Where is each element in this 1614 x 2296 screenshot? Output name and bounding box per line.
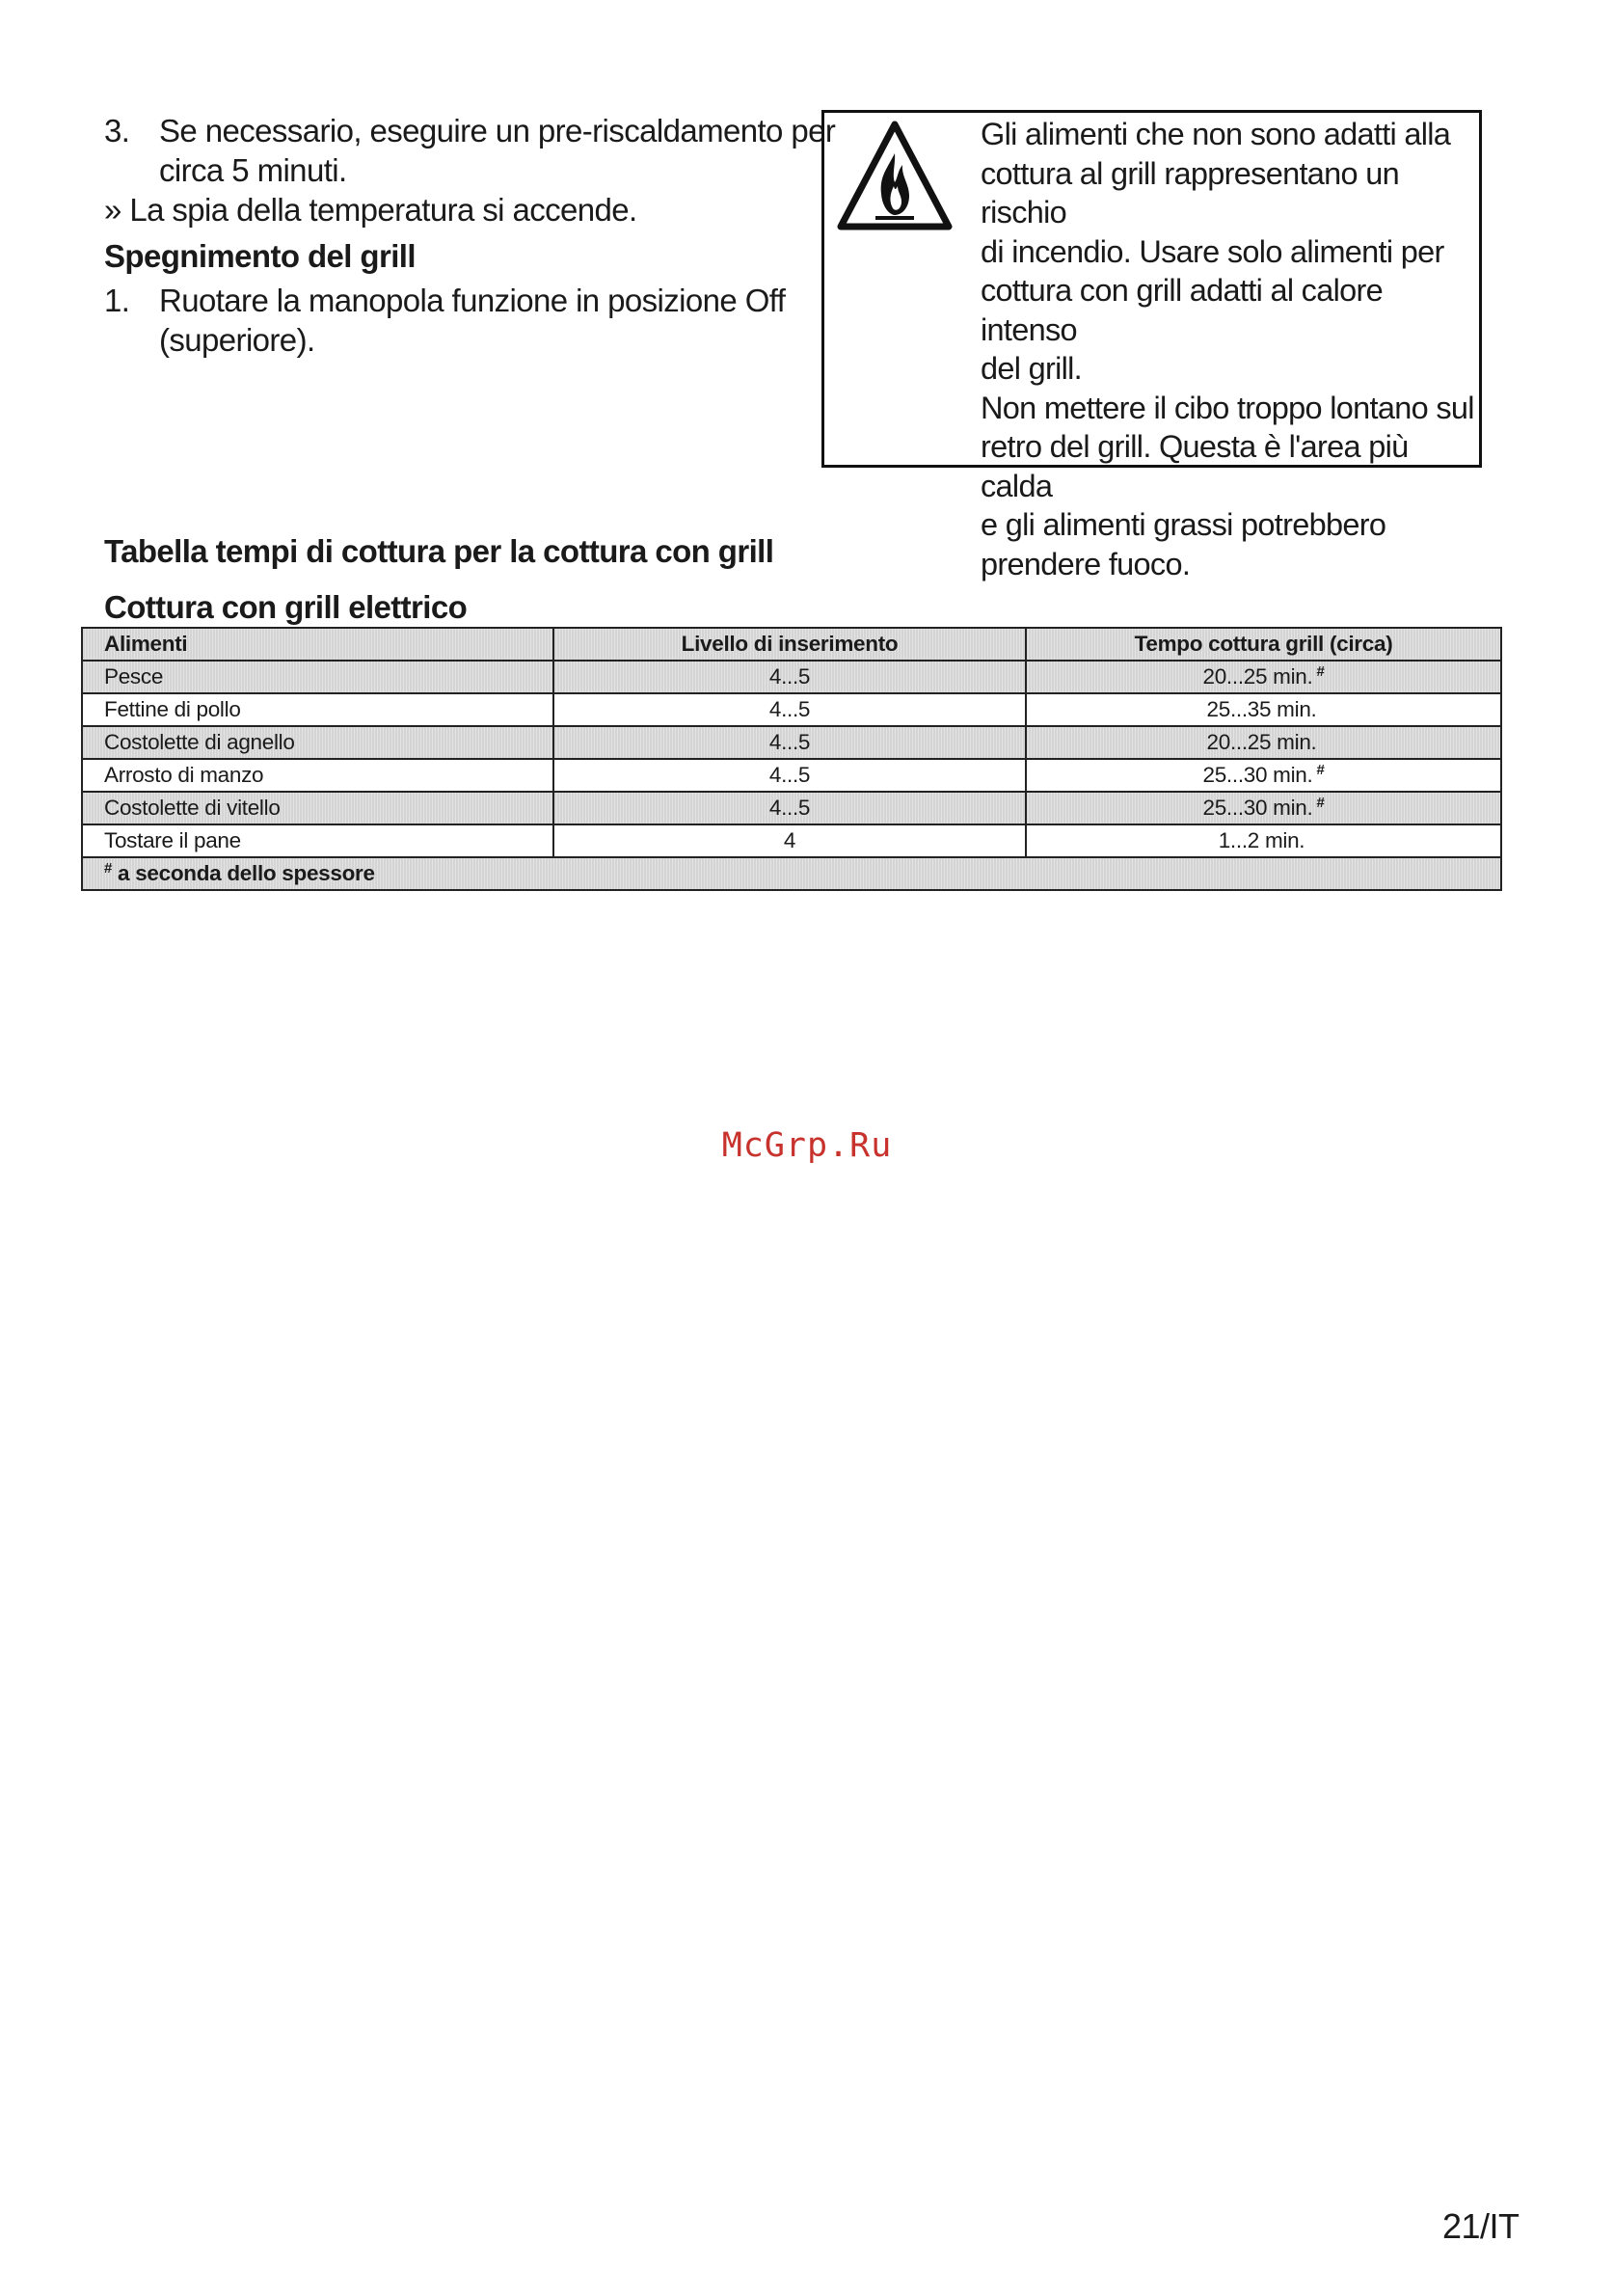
step-number: 3. [104,113,130,149]
cell-time: 20...25 min. # [1026,661,1501,693]
page-number: 21/IT [1442,2206,1520,2246]
warning-box [821,110,1482,581]
cell-food: Costolette di vitello [82,792,553,824]
cell-food: Tostare il pane [82,824,553,857]
cell-food: Fettine di pollo [82,693,553,726]
watermark: McGrp.Ru [721,1126,893,1165]
cell-time: 25...30 min. # [1026,792,1501,824]
fire-hazard-icon [834,119,955,244]
header-time: Tempo cottura grill (circa) [1026,628,1501,661]
warning-text [981,115,1482,583]
table-subtitle: Cottura con grill elettrico [104,589,468,625]
table-footnote-row [82,857,1501,890]
footnote-mark: # [104,859,113,877]
table-row [82,661,1501,693]
table-row [82,792,1501,824]
cell-level: 4...5 [553,759,1026,792]
footnote-mark: # [1316,662,1325,680]
grill-cooking-table [81,627,1502,891]
table-row [82,824,1501,857]
warning-paragraph-1: Gli alimenti che non sono adatti alla cottura al grill rappresentano un rischio di incendio. Usare solo alimenti per cottura con grill adatti al calore intenso del grill. [981,117,1451,386]
header-level: Livello di inserimento [553,628,1026,661]
table-row [82,693,1501,726]
cell-time: 25...30 min. # [1026,759,1501,792]
cell-food: Arrosto di manzo [82,759,553,792]
warning-paragraph-2: Non mettere il cibo troppo lontano sul retro del grill. Questa è l'area più calda e gli alimenti grassi potrebbero prendere fuoco. [981,390,1474,581]
table-header-row [82,628,1501,661]
cell-food: Pesce [82,661,553,693]
step-number: 1. [104,283,130,318]
cell-level: 4...5 [553,726,1026,759]
step-text: Ruotare la manopola funzione in posizione Off (superiore). [159,283,786,358]
cell-time: 25...35 min. [1026,693,1501,726]
cell-level: 4...5 [553,693,1026,726]
cell-level: 4...5 [553,792,1026,824]
table-row [82,759,1501,792]
cell-level: 4 [553,824,1026,857]
footnote-mark: # [1316,761,1325,778]
table-row [82,726,1501,759]
table-footnote: # a seconda dello spessore [82,857,1501,890]
step-text: Se necessario, eseguire un pre-riscaldamento per circa 5 minuti. [159,113,836,188]
section-heading: Spegnimento del grill [104,238,416,274]
result-line: » La spia della temperatura si accende. [104,192,637,228]
header-food: Alimenti [82,628,553,661]
cell-food: Costolette di agnello [82,726,553,759]
cell-level: 4...5 [553,661,1026,693]
footnote-mark: # [1316,794,1325,811]
cell-time: 20...25 min. [1026,726,1501,759]
table-title: Tabella tempi di cottura per la cottura con grill [104,533,774,569]
cell-time: 1...2 min. [1026,824,1501,857]
